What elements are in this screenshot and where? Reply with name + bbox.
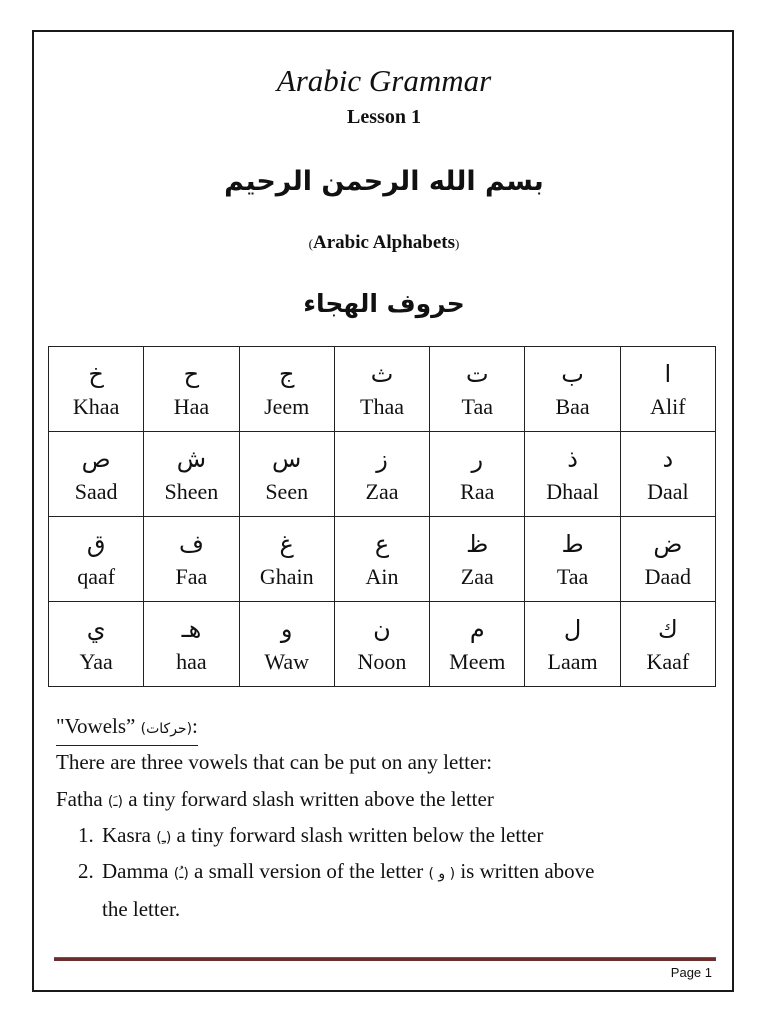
alphabet-cell bbox=[620, 517, 715, 602]
arabic-letter: ذ bbox=[567, 445, 578, 473]
arabic-letter: ق bbox=[86, 530, 106, 558]
alphabet-cell bbox=[430, 602, 525, 687]
subheading-text: Arabic Alphabets bbox=[313, 232, 455, 253]
letter-name: Daad bbox=[644, 564, 692, 589]
arabic-letter: و bbox=[280, 615, 293, 643]
alphabet-cell bbox=[239, 517, 334, 602]
arabic-letter: ن bbox=[373, 615, 391, 643]
arabic-letter: ث bbox=[370, 360, 394, 388]
alphabet-table bbox=[48, 346, 716, 687]
subheading-close-paren: ) bbox=[455, 236, 460, 251]
arabic-letter: ف bbox=[178, 530, 204, 558]
letter-name: Zaa bbox=[365, 479, 399, 504]
vowels-heading-colon: : bbox=[192, 714, 198, 738]
damma-line-end: the letter. bbox=[102, 897, 181, 921]
alphabet-cell bbox=[49, 602, 144, 687]
letter-name: Laam bbox=[547, 649, 598, 674]
arabic-letter: ي bbox=[86, 615, 106, 643]
alphabet-cell bbox=[430, 347, 525, 432]
alphabet-cell bbox=[620, 347, 715, 432]
alphabet-cell bbox=[334, 517, 429, 602]
bismillah-heading: بسم الله الرحمن الرحيم bbox=[224, 166, 544, 197]
document-title: Arabic Grammar bbox=[276, 63, 492, 98]
alphabet-cell bbox=[239, 602, 334, 687]
letter-name: Dhaal bbox=[546, 479, 599, 504]
arabic-letter: ش bbox=[176, 445, 207, 473]
letter-name: Jeem bbox=[264, 394, 310, 419]
letter-name: qaaf bbox=[77, 564, 116, 589]
huruf-heading: حروف الهجاء bbox=[303, 289, 465, 318]
footer-rule bbox=[54, 957, 716, 961]
alphabet-cell bbox=[334, 602, 429, 687]
letter-name: Khaa bbox=[72, 394, 120, 419]
letter-name: Meem bbox=[449, 649, 506, 674]
letter-name: Saad bbox=[74, 479, 118, 504]
arabic-letter: ل bbox=[563, 615, 582, 643]
alphabet-cell bbox=[620, 432, 715, 517]
alphabet-row bbox=[49, 602, 716, 687]
page-number: Page 1 bbox=[670, 965, 712, 980]
kasra-label: Kasra bbox=[102, 823, 151, 847]
letter-name: Taa bbox=[461, 394, 493, 419]
alphabets-subheading bbox=[0, 230, 768, 257]
alphabet-table-body bbox=[49, 347, 716, 687]
alphabet-cell bbox=[430, 517, 525, 602]
lesson-label: Lesson 1 bbox=[347, 106, 421, 128]
alphabet-cell bbox=[49, 347, 144, 432]
fatha-line bbox=[56, 785, 494, 816]
letter-name: Ain bbox=[365, 564, 399, 589]
letter-name: Baa bbox=[555, 394, 590, 419]
alphabet-cell bbox=[239, 432, 334, 517]
letter-name: Taa bbox=[556, 564, 589, 589]
damma-line bbox=[102, 857, 594, 888]
letter-name: Raa bbox=[460, 479, 495, 504]
alphabet-cell bbox=[620, 602, 715, 687]
arabic-letter: ع bbox=[374, 530, 390, 558]
alphabet-cell bbox=[334, 347, 429, 432]
damma-mark: (ـُ) bbox=[173, 866, 189, 882]
letter-name: Yaa bbox=[79, 649, 113, 674]
vowels-heading-arabic: (حركات) bbox=[140, 721, 193, 737]
letter-name: Seen bbox=[265, 479, 309, 504]
alphabet-cell bbox=[49, 517, 144, 602]
arabic-letter: ت bbox=[465, 360, 489, 388]
letter-name: Haa bbox=[173, 394, 210, 419]
letter-name: Noon bbox=[357, 649, 407, 674]
damma-waw-letter: ( و ) bbox=[428, 866, 456, 882]
alphabet-cell bbox=[525, 517, 620, 602]
arabic-letter: غ bbox=[279, 530, 294, 558]
alphabet-cell bbox=[525, 347, 620, 432]
arabic-letter: ض bbox=[653, 530, 683, 558]
fatha-description: a tiny forward slash written above the letter bbox=[128, 787, 494, 811]
arabic-letter: ج bbox=[278, 360, 295, 388]
letter-name: Waw bbox=[264, 649, 310, 674]
alphabet-cell bbox=[525, 432, 620, 517]
letter-name: Thaa bbox=[360, 394, 404, 419]
arabic-letter: ظ bbox=[466, 530, 489, 558]
fatha-label: Fatha bbox=[56, 787, 103, 811]
damma-description-continued: is written above bbox=[460, 859, 595, 883]
alphabet-row bbox=[49, 517, 716, 602]
alphabet-cell bbox=[430, 432, 525, 517]
letter-name: Daal bbox=[647, 479, 689, 504]
arabic-letter: س bbox=[272, 445, 302, 473]
fatha-mark: (ـَ) bbox=[107, 794, 123, 810]
arabic-letter: هـ bbox=[181, 615, 202, 643]
damma-label: Damma bbox=[102, 859, 169, 883]
arabic-letter: م bbox=[469, 615, 485, 643]
alphabet-row bbox=[49, 347, 716, 432]
vowels-heading-text: "Vowels” bbox=[56, 714, 136, 738]
kasra-number: 1. bbox=[78, 823, 94, 847]
kasra-description: a tiny forward slash written below the letter bbox=[176, 823, 544, 847]
letter-name: Zaa bbox=[460, 564, 494, 589]
letter-name: Alif bbox=[650, 394, 686, 419]
arabic-letter: ط bbox=[561, 530, 584, 558]
arabic-letter: ب bbox=[561, 360, 584, 388]
kasra-line bbox=[102, 821, 543, 852]
alphabet-cell bbox=[334, 432, 429, 517]
alphabet-cell bbox=[144, 602, 239, 687]
damma-description: a small version of the letter bbox=[194, 859, 424, 883]
arabic-letter: ك bbox=[657, 615, 678, 643]
letter-name: Kaaf bbox=[646, 649, 690, 674]
vowels-intro: There are three vowels that can be put on any letter: bbox=[56, 750, 493, 774]
arabic-letter: خ bbox=[88, 360, 104, 388]
kasra-mark: (ـِ) bbox=[156, 830, 172, 846]
letter-name: Faa bbox=[175, 564, 208, 589]
arabic-letter: د bbox=[662, 445, 674, 473]
arabic-letter: ا bbox=[664, 360, 672, 388]
arabic-letter: ص bbox=[81, 445, 111, 473]
letter-name: haa bbox=[176, 649, 207, 674]
alphabet-cell bbox=[144, 347, 239, 432]
alphabet-cell bbox=[144, 517, 239, 602]
alphabet-cell bbox=[525, 602, 620, 687]
arabic-letter: ر bbox=[471, 445, 484, 473]
alphabet-cell bbox=[239, 347, 334, 432]
letter-name: Sheen bbox=[164, 479, 219, 504]
damma-number: 2. bbox=[78, 859, 94, 883]
subheading-open-paren: ( bbox=[308, 236, 313, 251]
arabic-letter: ز bbox=[376, 445, 388, 473]
letter-name: Ghain bbox=[259, 564, 314, 589]
vowels-heading bbox=[56, 712, 198, 746]
alphabet-row bbox=[49, 432, 716, 517]
alphabet-cell bbox=[144, 432, 239, 517]
arabic-letter: ح bbox=[183, 360, 200, 388]
alphabet-cell bbox=[49, 432, 144, 517]
